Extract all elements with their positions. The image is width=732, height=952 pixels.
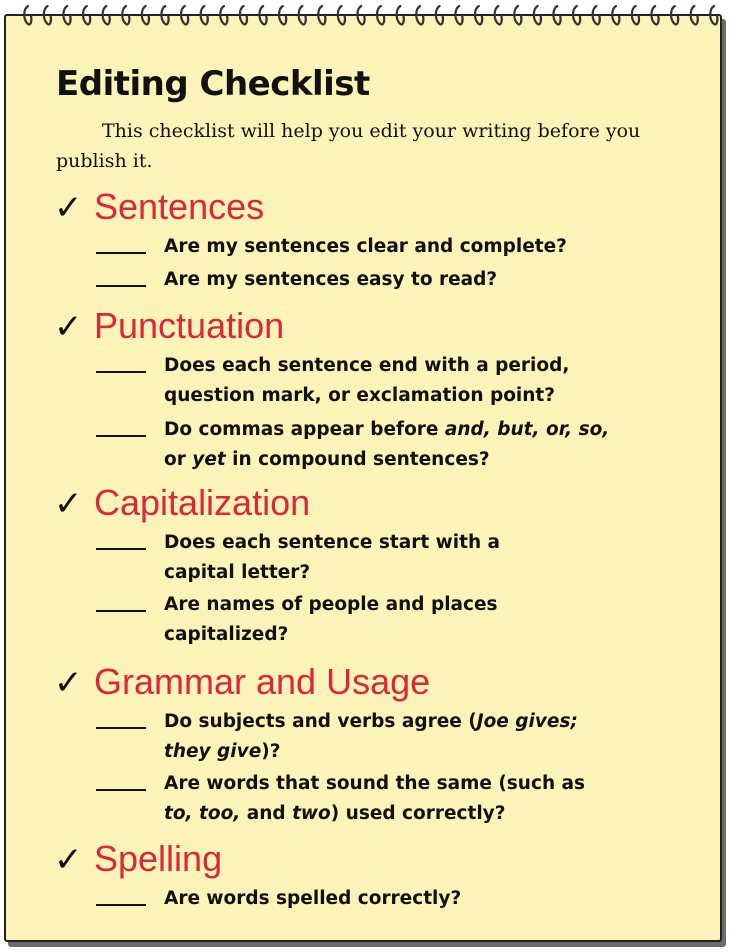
spiral-ring [377, 6, 384, 24]
spiral-ring [181, 6, 188, 24]
spiral-ring [436, 6, 443, 24]
item-line-italic: to, too, and two) used correctly? [164, 803, 506, 824]
spiral-ring [83, 6, 90, 24]
section-spelling [54, 838, 461, 914]
checkmark-icon: ✓ [54, 484, 83, 524]
spiral-ring [201, 6, 208, 24]
section-capitalization [54, 482, 500, 650]
item-line-italic: Do subjects and verbs agree (Joe gives; [164, 711, 578, 732]
spiral-ring [671, 6, 678, 24]
section-sentences [54, 186, 567, 295]
spiral-ring [220, 6, 227, 24]
section-heading: Punctuation [94, 305, 285, 346]
spiral-ring [279, 6, 286, 24]
spiral-ring [534, 6, 541, 24]
spiral-ring [495, 6, 502, 24]
page-title: Editing Checklist [56, 64, 370, 104]
spiral-ring [514, 6, 521, 24]
section-heading: Capitalization [94, 482, 311, 523]
spiral-ring [651, 6, 658, 24]
spiral-ring [455, 6, 462, 24]
spiral-ring [240, 6, 247, 24]
blank-line[interactable] [96, 707, 146, 729]
checklist-item: Are my sentences easy to read? [96, 265, 567, 295]
spiral-ring [299, 6, 306, 24]
spiral-ring [161, 6, 168, 24]
spiral-ring [612, 6, 619, 24]
section-heading: Spelling [94, 838, 223, 879]
spiral-ring [691, 6, 698, 24]
spiral-ring [593, 6, 600, 24]
spiral-ring [553, 6, 560, 24]
section-heading: Sentences [94, 186, 265, 227]
blank-line[interactable] [96, 884, 146, 906]
spiral-ring [318, 6, 325, 24]
item-line-italic: or yet in compound sentences? [164, 449, 490, 470]
blank-line[interactable] [96, 415, 146, 437]
checklist-item [96, 415, 609, 475]
section-heading: Grammar and Usage [94, 661, 431, 702]
spiral-ring [573, 6, 580, 24]
checklist-item: Are words that sound the same (such as to, too, and two) used correctly? [96, 769, 585, 829]
checklist-item: Does each sentence start with a capital letter? [96, 528, 500, 588]
blank-line[interactable] [96, 265, 146, 287]
item-line-italic: they give)? [164, 741, 281, 762]
spiral-binding [0, 0, 732, 34]
checkmark-icon: ✓ [54, 840, 83, 880]
blank-line[interactable] [96, 351, 146, 373]
item-line-italic: Do commas appear before and, but, or, so, [164, 419, 610, 440]
spiral-ring [632, 6, 639, 24]
checklist-item: Are my sentences clear and complete? [96, 232, 567, 262]
checklist-item: Are names of people and places capitalized? [96, 590, 500, 650]
spiral-ring [338, 6, 345, 24]
spiral-ring [710, 6, 717, 24]
spiral-ring [357, 6, 364, 24]
checkmark-icon: ✓ [54, 188, 83, 228]
intro-text: This checklist will help you edit your writing before you publish it. [56, 120, 641, 172]
blank-line[interactable] [96, 232, 146, 254]
checkmark-icon: ✓ [54, 307, 83, 347]
section-punctuation [54, 305, 609, 475]
spiral-ring [142, 6, 149, 24]
spiral-ring [24, 6, 31, 24]
section-grammar-usage [54, 661, 585, 829]
spiral-ring [103, 6, 110, 24]
blank-line[interactable] [96, 769, 146, 791]
checklist-item: Are words spelled correctly? [96, 884, 461, 914]
spiral-ring [397, 6, 404, 24]
checklist-item [96, 707, 585, 767]
spiral-ring [44, 6, 51, 24]
blank-line[interactable] [96, 590, 146, 612]
spiral-ring [122, 6, 129, 24]
spiral-ring [416, 6, 423, 24]
spiral-ring [475, 6, 482, 24]
blank-line[interactable] [96, 528, 146, 550]
spiral-ring [259, 6, 266, 24]
spiral-ring [63, 6, 70, 24]
checklist-item: Does each sentence end with a period, question mark, or exclamation point? [96, 351, 609, 411]
checkmark-icon: ✓ [54, 663, 83, 703]
